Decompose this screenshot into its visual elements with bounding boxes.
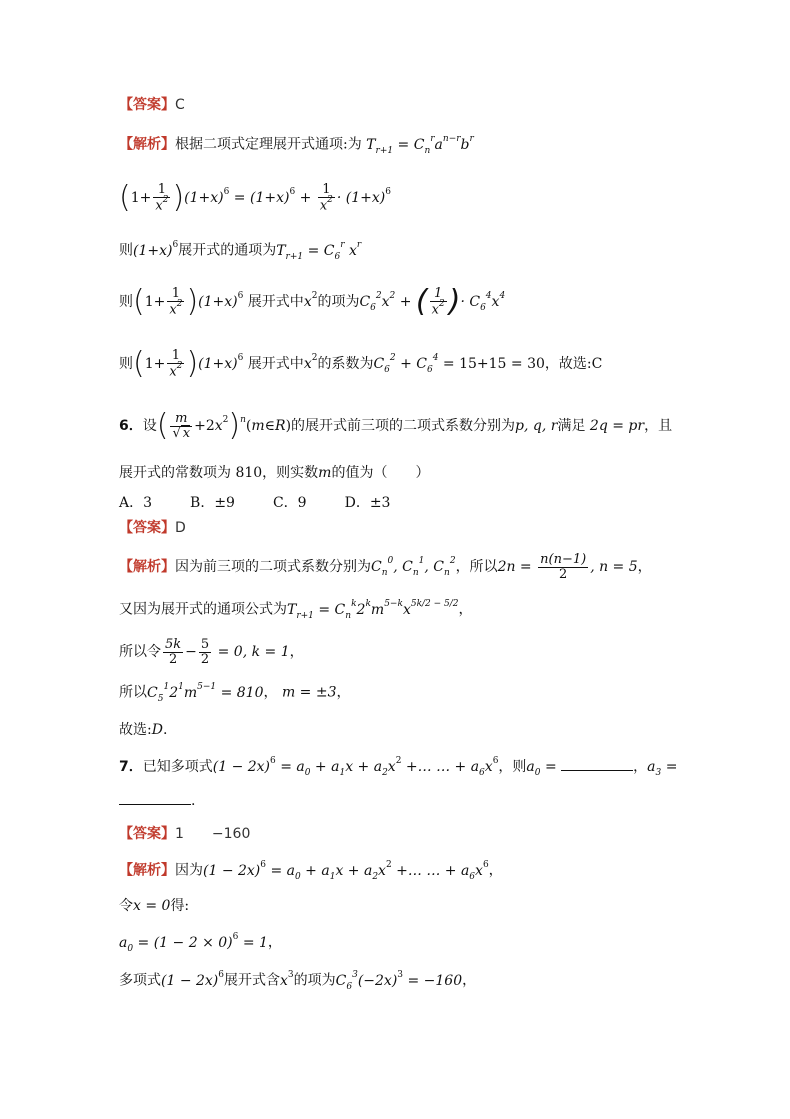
q6-math: 2q = pr: [585, 418, 645, 434]
q6-text: 的值为（ ）: [331, 465, 430, 481]
q5-analysis-line: [119, 136, 474, 156]
q5-math: (1+ $\frac{1}{x^2}$ )$(1+x)^6$: [133, 284, 244, 319]
q7-blank-1[interactable]: [561, 758, 633, 771]
analysis-label: 【解析】: [119, 136, 175, 153]
q6-solution-line-2: 又因为展开式的通项公式为$T_{r+1} = C_n^k2^km^{5-k}x^{5k/2 - 5/2}$，: [119, 599, 473, 621]
q6-solution-line-1: 【解析】因为前三项的二项式系数分别为$C_n^0$, $C_n^1$, $C_n^2$，所以2n = $\frac{n(n-1)}{2}$ , n = 5，: [119, 552, 652, 582]
q5-math: $C_6^2x^2$ + ( $\frac{1}{x^2}$ )· $C_6^4x^4$: [359, 284, 506, 319]
q7-stem-line-1: [119, 758, 677, 779]
q5-general-term-line: [119, 242, 361, 262]
q6-option-c[interactable]: C．9: [272, 495, 307, 511]
q5-text: 则: [119, 356, 133, 372]
q5-text: 则: [119, 294, 133, 310]
q6-solution-line-3: 所以令 $\frac{5k}{2}$ − $\frac{5}{2}$ = 0, k = 1，: [119, 637, 304, 667]
q7-text: ，则: [498, 759, 527, 775]
q5-answer-line: [119, 97, 185, 114]
q7-text: 令: [119, 898, 133, 914]
q5-text: 的系数为: [317, 356, 374, 372]
q6-option-b[interactable]: B．±9: [190, 495, 235, 511]
q5-math: $x^2$: [303, 291, 318, 310]
q7-solution-line-1: 【解析】因为$(1 - 2x)^6 = a_0 + a_1x + a_2x^2$ +… … + $a_6x^6$，: [119, 860, 503, 882]
q6-text: 因为前三项的二项式系数分别为: [175, 559, 371, 576]
q5-math: $C_6^2 + C_6^4$: [373, 353, 439, 375]
q7-text: 展开式含: [224, 972, 280, 989]
q6-answer-line: [119, 520, 186, 537]
q7-solution-line-4: 多项式$(1 - 2x)^6$展开式含$x^3$的项为$C_6^3(-2x)^3 = -160$，: [119, 970, 477, 992]
q6-number: 6．: [119, 418, 143, 434]
answer-label: 【答案】: [119, 520, 175, 536]
q5-analysis-intro: 根据二项式定理展开式通项:为: [175, 136, 362, 153]
q7-math: $(1 - 2x)^6 = a_0 + a_1x + a_2x^2$ +… … + $a_6x^6$: [212, 756, 499, 778]
q5-text: 则: [119, 242, 133, 259]
q5-math: $x^2$: [303, 353, 318, 372]
q5-expansion-line: [119, 180, 391, 216]
q6-solution-line-4: 所以$C_5^12^1m^{5-1} = 810$， m = ±3，: [119, 682, 351, 704]
q6-math: $C_5^12^1m^{5-1} = 810$: [147, 682, 264, 704]
q5-math: $T_{r+1} = C_6^r$ $x^r$: [276, 240, 362, 262]
q6-math: D: [151, 722, 163, 738]
q5-conclusion: ，故选:C: [544, 356, 603, 372]
q5-text: 展开式中: [247, 356, 304, 372]
analysis-label: 【解析】: [119, 559, 175, 576]
q6-text: 设: [142, 418, 157, 434]
q6-stem-line-1: [119, 408, 672, 444]
q7-math: $a_0 = (1 - 2 \times 0)^6 = 1$: [119, 932, 268, 954]
q7-text: 的项为: [293, 972, 336, 989]
q6-math: $\frac{5k}{2}$ − $\frac{5}{2}$ = 0, k = 1: [165, 637, 290, 667]
q7-solution-line-3: $a_0 = (1 - 2 \times 0)^6 = 1$，: [119, 932, 282, 954]
q7-math: $x^3$: [280, 970, 294, 989]
q6-option-d[interactable]: D．±3: [344, 495, 391, 511]
q7-math: $(1 - 2x)^6$: [161, 970, 224, 989]
q6-math: m: [318, 465, 332, 481]
q6-text: 又因为展开式的通项公式为: [119, 601, 287, 618]
q6-math: ( $\frac{m}{√ x}$ $+2x^2)^n(m\in R)$: [156, 408, 292, 443]
q7-text: 得:: [170, 898, 190, 914]
q7-math: $a_3$ =: [647, 759, 678, 778]
q6-conclusion-line: 故选:D.: [119, 722, 168, 738]
q6-option-a[interactable]: A．3: [119, 495, 153, 511]
q6-text: ，且: [644, 418, 673, 434]
q7-blank-2[interactable]: [119, 792, 191, 805]
q5-coef-value: = 15+15 = 30: [442, 356, 545, 372]
q5-general-term-formula: $T_{r+1} = C_n^ra^{n-r}b^r$: [366, 134, 474, 156]
q5-term-line: [119, 284, 505, 320]
q6-math: 2n = $\frac{n(n-1)}{2}$ , n = 5: [497, 552, 638, 582]
q6-answer: D: [175, 520, 186, 536]
q7-stem-line-2: .: [119, 792, 195, 810]
q6-math: m = ±3: [281, 684, 337, 701]
q6-options: [119, 495, 428, 512]
q7-text: 因为: [175, 862, 203, 879]
analysis-label: 【解析】: [119, 862, 175, 879]
q6-math: p, q, r: [515, 418, 558, 434]
q6-stem-line-2: [119, 465, 429, 482]
q6-text: 所以: [119, 684, 147, 701]
answer-label: 【答案】: [119, 826, 175, 842]
q7-math: $C_6^3(-2x)^3 = -160$: [335, 970, 463, 992]
q6-text: 满足: [557, 418, 586, 434]
q6-text: 的展开式前三项的二项式系数分别为: [291, 418, 516, 434]
q5-math: (1+ $\frac{1}{x^2}$ )$(1+x)^6$: [133, 346, 244, 381]
q7-math: $(1 - 2x)^6 = a_0 + a_1x + a_2x^2$ +… … + $a_6x^6$: [203, 860, 489, 882]
q7-answer: 1 −160: [175, 826, 251, 842]
q6-math: $T_{r+1} = C_n^k2^km^{5-k}x^{5k/2 - 5/2}$: [287, 599, 459, 621]
q7-math: $a_0$ =: [526, 759, 562, 778]
q5-coef-line: [119, 346, 602, 382]
q6-text: 所以令: [119, 644, 161, 661]
q7-text: ，: [633, 759, 648, 775]
q7-answer-line: [119, 826, 250, 843]
q5-math: $(1+x)^6$: [133, 240, 179, 259]
q7-number: 7．: [119, 759, 143, 775]
q5-text: 展开式中: [247, 294, 304, 310]
q5-text: 展开式的通项为: [178, 242, 277, 259]
q7-math: x = 0: [133, 898, 171, 914]
q5-expansion-formula: (1+ $\frac{1}{x^2}$ )$(1+x)^6 = (1+x)^6$ + $\frac{1}{x^2}$ · $(1+x)^6$: [119, 180, 391, 215]
q6-conclusion: 故选:: [119, 722, 152, 738]
q7-text: 已知多项式: [142, 759, 213, 775]
answer-label: 【答案】: [119, 97, 175, 113]
q7-text: 多项式: [119, 972, 161, 989]
q6-text: 展开式的常数项为 810，则实数: [119, 465, 319, 481]
q7-solution-line-2: [119, 898, 189, 915]
q6-text: ，所以: [455, 559, 498, 576]
q5-text: 的项为: [317, 294, 360, 310]
q5-answer: C: [175, 97, 185, 113]
q6-math: $C_n^0$, $C_n^1$, $C_n^2$: [371, 556, 456, 578]
